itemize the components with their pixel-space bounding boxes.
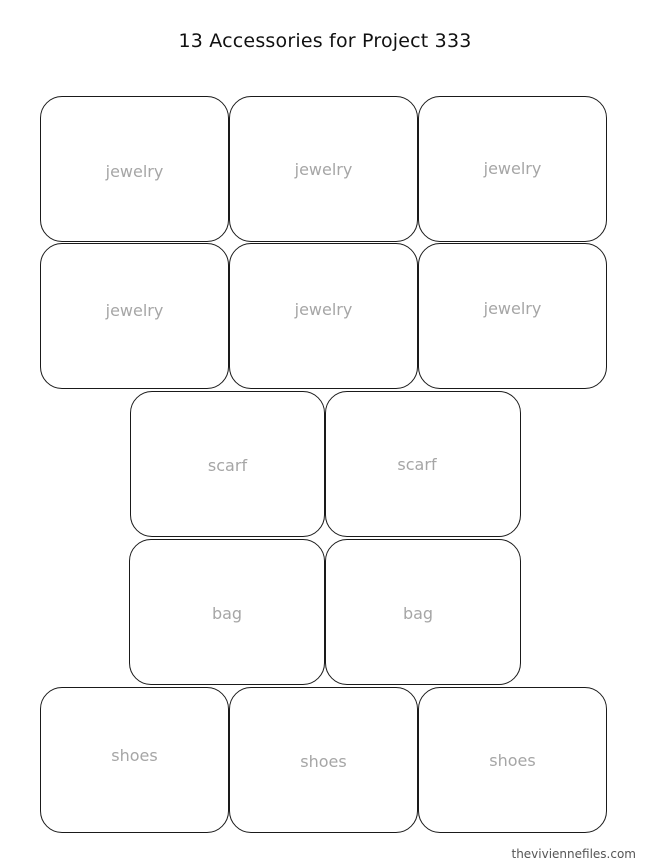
tile-label: jewelry <box>294 160 353 179</box>
site-credit: theviviennefiles.com <box>511 847 636 861</box>
tile-label: bag <box>402 604 434 623</box>
accessory-tile <box>325 539 521 685</box>
tile-label: scarf <box>397 455 437 474</box>
accessory-tile <box>229 687 418 833</box>
accessory-tile <box>130 391 325 537</box>
accessory-tile <box>229 243 418 389</box>
tile-label: jewelry <box>483 299 542 318</box>
accessory-tile <box>229 96 418 242</box>
tile-label: bag <box>211 604 243 623</box>
accessory-tile <box>129 539 325 685</box>
accessory-tile <box>325 391 521 537</box>
tile-label: jewelry <box>105 301 164 320</box>
accessory-tile <box>40 243 229 389</box>
tile-label: jewelry <box>483 159 542 178</box>
tile-label: shoes <box>111 746 158 765</box>
tile-label: scarf <box>207 456 248 475</box>
accessory-tile <box>418 243 607 389</box>
tile-label: jewelry <box>105 162 164 181</box>
accessory-tile <box>40 96 229 242</box>
tile-label: jewelry <box>294 300 353 319</box>
accessory-tile <box>418 687 607 833</box>
tile-label: shoes <box>489 751 536 770</box>
accessory-tile <box>418 96 607 242</box>
accessory-tile <box>40 687 229 833</box>
tile-label: shoes <box>300 752 347 771</box>
page-title: 13 Accessories for Project 333 <box>178 30 472 52</box>
